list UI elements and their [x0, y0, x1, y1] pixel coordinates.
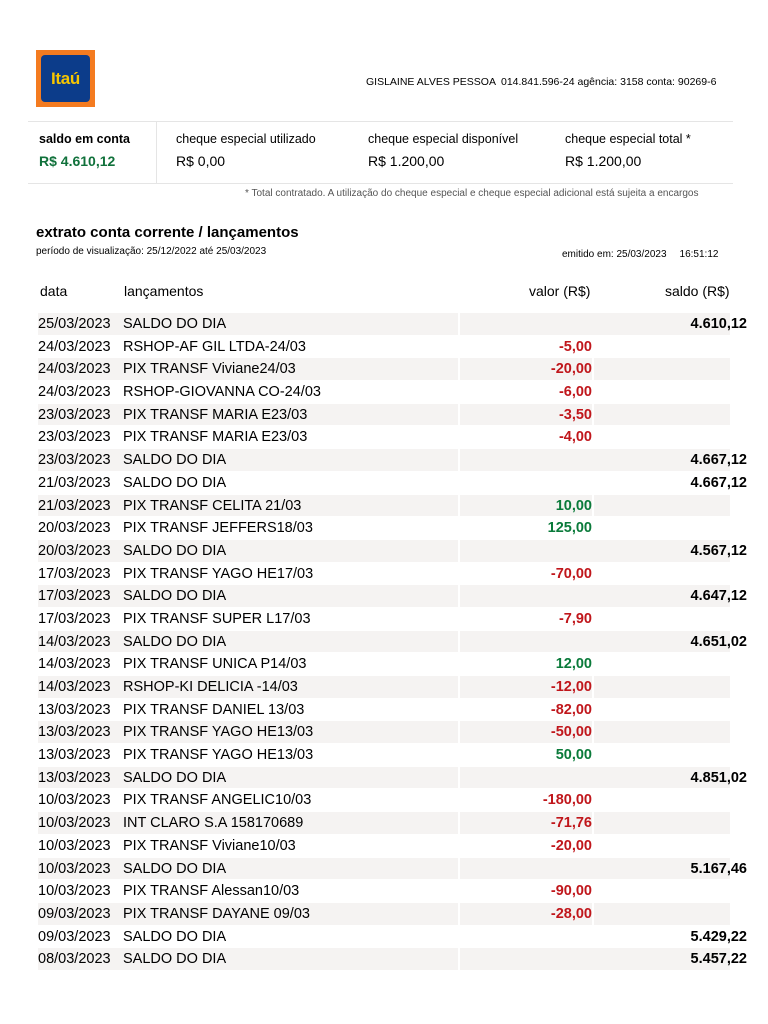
row-value: -3,50 — [459, 404, 594, 427]
table-row — [38, 358, 730, 381]
table-row — [38, 789, 730, 812]
row-value: -28,00 — [459, 903, 594, 926]
row-balance: 4.651,02 — [690, 633, 747, 650]
table-row — [38, 404, 730, 427]
table-row — [38, 653, 730, 676]
row-description: PIX TRANSF Alessan10/03 — [123, 880, 460, 903]
row-description: PIX TRANSF Viviane24/03 — [123, 358, 460, 381]
row-date: 17/03/2023 — [38, 610, 111, 627]
table-row — [38, 721, 730, 744]
row-description: SALDO DO DIA — [123, 540, 460, 563]
row-date: 24/03/2023 — [38, 361, 111, 378]
row-balance: 4.667,12 — [690, 452, 747, 469]
statement-title: extrato conta corrente / lançamentos — [36, 224, 299, 241]
table-row — [38, 835, 730, 858]
column-header-balance: saldo (R$) — [665, 283, 730, 299]
row-description: RSHOP-AF GIL LTDA-24/03 — [123, 336, 460, 359]
table-row — [38, 449, 747, 472]
saldo-label: saldo em conta — [39, 132, 130, 146]
row-date: 23/03/2023 — [38, 452, 111, 469]
table-row — [38, 903, 730, 926]
row-date: 14/03/2023 — [38, 633, 111, 650]
column-header-date: data — [40, 283, 68, 299]
row-date: 13/03/2023 — [38, 724, 111, 741]
row-date: 10/03/2023 — [38, 860, 111, 877]
table-row — [38, 540, 747, 563]
table-row — [38, 858, 747, 881]
row-balance: 4.610,12 — [690, 316, 747, 332]
row-date: 10/03/2023 — [38, 837, 111, 854]
row-date: 08/03/2023 — [38, 951, 111, 968]
row-description: PIX TRANSF SUPER L17/03 — [123, 608, 460, 631]
row-description: SALDO DO DIA — [123, 449, 460, 472]
row-value: 12,00 — [459, 653, 594, 676]
row-description: PIX TRANSF YAGO HE13/03 — [123, 744, 460, 767]
row-description: RSHOP-KI DELICIA -14/03 — [123, 676, 460, 699]
row-description: PIX TRANSF MARIA E23/03 — [123, 404, 460, 427]
row-date: 20/03/2023 — [38, 520, 111, 537]
row-balance: 4.647,12 — [690, 588, 747, 605]
row-value: -90,00 — [459, 880, 594, 903]
account-info — [366, 76, 717, 88]
row-value: -71,76 — [459, 812, 594, 835]
row-description: PIX TRANSF CELITA 21/03 — [123, 495, 460, 518]
row-date: 25/03/2023 — [38, 316, 111, 332]
table-header — [0, 283, 768, 303]
row-date: 24/03/2023 — [38, 338, 111, 355]
cheque-footnote: * Total contratado. A utilização do cheque especial e cheque especial adicional está sujeita a encargos — [245, 188, 699, 199]
statement-emitted — [562, 249, 718, 260]
cheque-disponivel-label: cheque especial disponível — [368, 132, 519, 146]
emitted-date: emitido em: 25/03/2023 — [562, 249, 667, 260]
emitted-time: 16:51:12 — [679, 249, 719, 260]
column-header-description: lançamentos — [124, 283, 204, 299]
row-value: -6,00 — [459, 381, 594, 404]
row-value: -70,00 — [459, 563, 594, 586]
row-description: SALDO DO DIA — [123, 313, 460, 336]
row-date: 13/03/2023 — [38, 747, 111, 764]
table-row — [38, 631, 747, 654]
row-description: SALDO DO DIA — [123, 926, 460, 949]
row-value: -50,00 — [459, 721, 594, 744]
row-balance: 4.567,12 — [690, 542, 747, 559]
row-value: -5,00 — [459, 336, 594, 359]
table-row — [38, 495, 730, 518]
account-details: 014.841.596-24 agência: 3158 conta: 90269-6 — [501, 76, 717, 88]
row-value: -180,00 — [459, 789, 594, 812]
row-value: 125,00 — [459, 517, 594, 540]
row-date: 09/03/2023 — [38, 928, 111, 945]
row-value: 10,00 — [459, 495, 594, 518]
row-date: 14/03/2023 — [38, 679, 111, 695]
table-row — [38, 744, 730, 767]
row-description: SALDO DO DIA — [123, 631, 460, 654]
table-row — [38, 585, 747, 608]
table-row — [38, 608, 730, 631]
account-holder-name: GISLAINE ALVES PESSOA — [366, 76, 496, 88]
cheque-total-value: R$ 1.200,00 — [565, 153, 642, 169]
row-balance: 4.851,02 — [690, 769, 747, 786]
row-value: -20,00 — [459, 358, 594, 381]
table-row — [38, 381, 730, 404]
row-description: PIX TRANSF YAGO HE13/03 — [123, 721, 460, 744]
row-value: -4,00 — [459, 426, 594, 449]
itau-logo-inner — [41, 55, 90, 102]
row-description: PIX TRANSF DAYANE 09/03 — [123, 903, 460, 926]
row-description: PIX TRANSF MARIA E23/03 — [123, 426, 460, 449]
row-date: 21/03/2023 — [38, 474, 111, 491]
row-date: 13/03/2023 — [38, 701, 111, 718]
row-description: SALDO DO DIA — [123, 585, 460, 608]
table-row — [38, 676, 730, 699]
row-balance: 5.167,46 — [690, 860, 747, 877]
table-row — [38, 767, 747, 790]
cheque-disponivel-value: R$ 1.200,00 — [368, 153, 445, 169]
row-description: PIX TRANSF UNICA P14/03 — [123, 653, 460, 676]
cheque-utilizado-label: cheque especial utilizado — [176, 132, 316, 146]
itau-logo-text: Itaú — [50, 68, 81, 88]
table-row — [38, 812, 730, 835]
row-value: -7,90 — [459, 608, 594, 631]
row-value: -82,00 — [459, 699, 594, 722]
row-description: INT CLARO S.A 158170689 — [123, 812, 460, 835]
row-date: 23/03/2023 — [38, 406, 111, 423]
statement-period: período de visualização: 25/12/2022 até 25/03/2023 — [36, 246, 267, 257]
row-date: 24/03/2023 — [38, 384, 111, 401]
table-row — [38, 517, 730, 540]
row-date: 23/03/2023 — [38, 429, 111, 446]
table-row — [38, 699, 730, 722]
row-description: PIX TRANSF ANGELIC10/03 — [123, 789, 460, 812]
row-date: 10/03/2023 — [38, 883, 111, 900]
table-row — [38, 313, 747, 336]
row-date: 10/03/2023 — [38, 792, 111, 809]
row-description: SALDO DO DIA — [123, 472, 460, 495]
table-row — [38, 563, 730, 586]
transactions-table — [38, 313, 747, 971]
table-row — [38, 336, 730, 359]
cheque-total-label: cheque especial total * — [565, 132, 691, 146]
row-balance: 4.667,12 — [690, 474, 747, 491]
itau-logo — [36, 50, 95, 107]
cheque-utilizado-value: R$ 0,00 — [176, 153, 226, 169]
table-row — [38, 948, 747, 971]
row-date: 20/03/2023 — [38, 542, 111, 559]
row-date: 21/03/2023 — [38, 497, 111, 514]
row-value: 50,00 — [459, 744, 594, 767]
balance-summary — [28, 121, 733, 184]
row-date: 10/03/2023 — [38, 815, 111, 832]
row-balance: 5.429,22 — [690, 928, 747, 945]
row-description: PIX TRANSF Viviane10/03 — [123, 835, 460, 858]
row-description: PIX TRANSF JEFFERS18/03 — [123, 517, 460, 540]
row-balance: 5.457,22 — [690, 951, 747, 968]
row-description: SALDO DO DIA — [123, 948, 460, 971]
row-description: SALDO DO DIA — [123, 767, 460, 790]
row-date: 13/03/2023 — [38, 769, 111, 786]
row-date: 14/03/2023 — [38, 656, 111, 673]
row-description: SALDO DO DIA — [123, 858, 460, 881]
column-header-value: valor (R$) — [529, 283, 591, 299]
row-description: RSHOP-GIOVANNA CO-24/03 — [123, 381, 460, 404]
row-date: 09/03/2023 — [38, 905, 111, 922]
row-date: 17/03/2023 — [38, 565, 111, 582]
row-description: PIX TRANSF DANIEL 13/03 — [123, 699, 460, 722]
table-row — [38, 880, 730, 903]
row-description: PIX TRANSF YAGO HE17/03 — [123, 563, 460, 586]
row-value: -12,00 — [459, 676, 594, 699]
table-row — [38, 426, 730, 449]
saldo-value: R$ 4.610,12 — [39, 153, 116, 169]
table-row — [38, 472, 747, 495]
row-value: -20,00 — [459, 835, 594, 858]
saldo-em-conta — [28, 122, 157, 183]
table-row — [38, 926, 747, 949]
row-date: 17/03/2023 — [38, 588, 111, 605]
